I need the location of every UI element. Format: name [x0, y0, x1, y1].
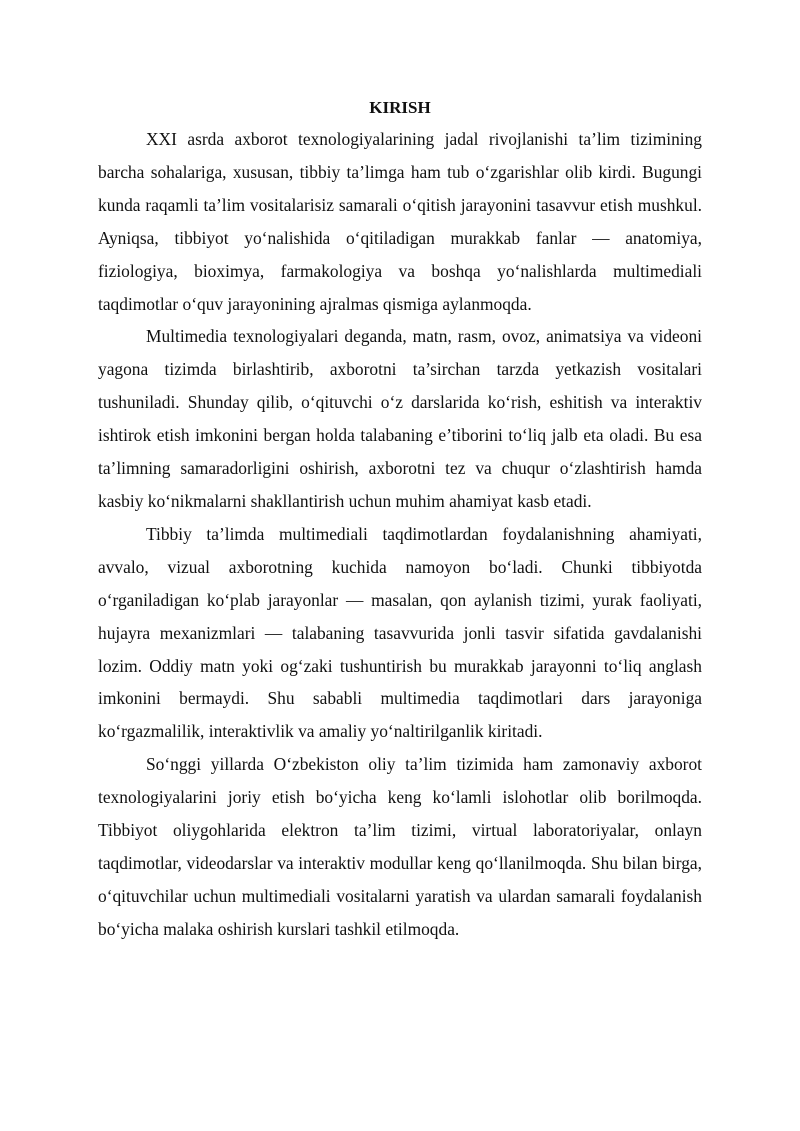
paragraph-3: Tibbiy ta’limda multimediali taqdimotlardan foydalanishning ahamiyati, avvalo, vizual axborotning kuchida namoyon bo‘ladi. Chunki tibbiyotda o‘rganiladigan ko‘plab jarayonlar — masalan, qon aylanish tizimi, yurak faoliyati, hujayra mexanizmlari — talabaning tasavvurida jonli tasvir sifatida gavdalanishi lozim. Oddiy matn yoki og‘zaki tushuntirish bu murakkab jarayonni to‘liq anglash imkonini bermaydi. Shu sababli multimedia taqdimotlari dars jarayoniga ko‘rgazmalilik, interaktivlik va amaliy yo‘naltirilganlik kiritadi. — [98, 523, 702, 742]
paragraph-1: XXI asrda axborot texnologiyalarining jadal rivojlanishi ta’lim tizimining barcha sohalariga, xususan, tibbiy ta’limga ham tub o‘zgarishlar olib kirdi. Bugungi kunda raqamli ta’lim vositalarisiz samarali o‘qitish jarayonini tasavvur etish mushkul. Ayniqsa, tibbiyot yo‘nalishida o‘qitiladigan murakkab fanlar — anatomiya, fiziologiya, bioximya, farmakologiya va boshqa yo‘nalishlarda multimediali taqdimotlar o‘quv jarayonining ajralmas qismiga aylanmoqda. — [98, 129, 702, 314]
document-title: KIRISH — [369, 98, 431, 117]
document-body — [98, 93, 702, 946]
paragraph-4: So‘nggi yillarda O‘zbekiston oliy ta’lim tizimida ham zamonaviy axborot texnologiyalarini joriy etish bo‘yicha keng ko‘lamli islohotlar olib borilmoqda. Tibbiyot oliygohlarida elektron ta’lim tizimi, virtual laboratoriyalar, onlayn taqdimotlar, videodarslar va interaktiv modullar keng qo‘llanilmoqda. Shu bilan birga, o‘qituvchilar uchun multimediali vositalarni yaratish va ulardan samarali foydalanish bo‘yicha malaka oshirish kurslari tashkil etilmoqda. — [98, 754, 702, 939]
paragraph-2: Multimedia texnologiyalari deganda, matn, rasm, ovoz, animatsiya va videoni yagona tizimda birlashtirib, axborotni ta’sirchan tarzda yetkazish vositalari tushuniladi. Shunday qilib, o‘qituvchi o‘z darslarida ko‘rish, eshitish va interaktiv ishtirok etish imkonini bergan holda talabaning e’tiborini to‘liq jalb eta oladi. Bu esa ta’limning samaradorligini oshirish, axborotni tez va chuqur o‘zlashtirish hamda kasbiy ko‘nikmalarni shakllantirish uchun muhim ahamiyat kasb etadi. — [98, 326, 702, 511]
